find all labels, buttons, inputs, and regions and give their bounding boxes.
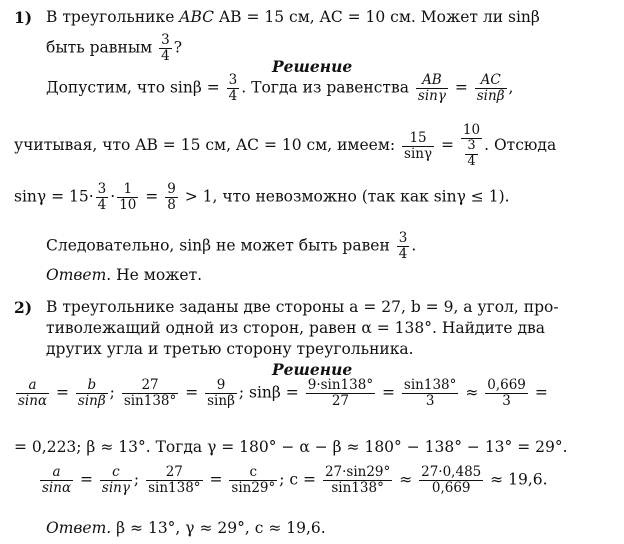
problem-2-number: 2) xyxy=(14,298,33,317)
problem-2-condition-line-3: других угла и третью сторону треугольника. xyxy=(46,340,414,358)
problem-1-step-1: Допустим, что sinβ = $\frac{3}{4}$ . Тогда из равенства $\frac{AB}{\sin\gamma}$ = $\frac{AC}{\sin\beta}$ , xyxy=(46,72,514,105)
problem-2-equation-3: $\frac{a}{\sin\alpha}$ = $\frac{c}{\sin\gamma}$ ; $\frac{27}{\sin 138^\circ}$ = $\frac{c}{\sin 29^\circ}$ ; c = $\frac{27\cdot\sin 29^\circ}{\sin 138^\circ}$ ≈ $\frac{27\cdot 0,485}{0,669}$ ≈ 19,6. xyxy=(42,464,548,497)
fraction-three-quarters: $\frac{3}{4}$ xyxy=(161,32,170,65)
solution-heading-1: Решение xyxy=(272,57,353,76)
problem-1-answer: Ответ. Не может. xyxy=(46,266,203,284)
problem-2-condition-line-2: тиволежащий одной из сторон, равен α = 138°. Найдите два xyxy=(46,319,545,337)
problem-1-condition-line-2: быть равным $\frac{3}{4}$ ? xyxy=(46,32,183,65)
problem-1-condition: В треугольнике ABC AB = 15 см, AC = 10 см. Может ли sinβ xyxy=(46,8,540,26)
problem-2-equation-2: = 0,223; β ≈ 13°. Тогда γ = 180° − α − β ≈ 180° − 138° − 13° = 29°. xyxy=(14,438,568,456)
problem-2-answer: Ответ. β ≈ 13°, γ ≈ 29°, c ≈ 19,6. xyxy=(46,519,326,537)
problem-2-condition: В треугольнике заданы две стороны a = 27, b = 9, а угол, про- xyxy=(46,298,559,316)
problem-2-equation-1: $\frac{a}{\sin\alpha}$ = $\frac{b}{\sin\beta}$ ; $\frac{27}{\sin 138^\circ}$ = $\frac{9}{\sin\beta}$ ; sinβ = $\frac{9\cdot\sin 138^\circ}{27}$ = $\frac{\sin 138^\circ}{3}$ ≈ $\frac{0,669}{3}$ = xyxy=(18,377,548,410)
problem-1-step-3: sinγ = 15· $\frac{3}{4}$ · $\frac{1}{10}$ = $\frac{9}{8}$ > 1, что невозможно (так как sinγ ≤ 1). xyxy=(14,181,510,214)
problem-1-step-2: учитывая, что AB = 15 см, AC = 10 см, имеем: $\frac{15}{\sin\gamma}$ = $\frac{10}{\frac{3}{4}}$ . Отсюда xyxy=(14,122,557,169)
problem-1-conclusion: Следовательно, sinβ не может быть равен $\frac{3}{4}$ . xyxy=(46,230,417,263)
solution-heading-2: Решение xyxy=(272,360,353,379)
problem-1-number: 1) xyxy=(14,8,33,27)
